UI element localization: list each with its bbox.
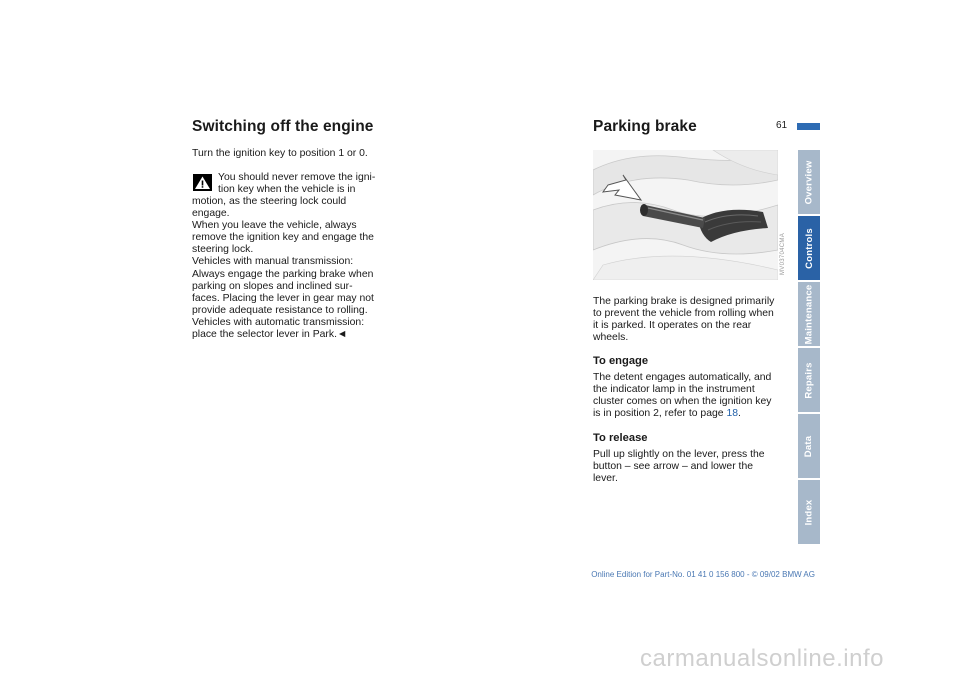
warning-rest: motion, as the steering lock could engage. When you leave the vehicle, always remove the ignition key and engage the steering lock. Vehicles with manual transmission: Always engage the parking brake when parking on slopes and inclined sur- faces. Placing the lever in gear may not provide adequate resistance to rolling. Vehicles with automatic transmission: place the selector lever in Park. bbox=[192, 196, 374, 341]
tab-repairs[interactable] bbox=[798, 348, 820, 412]
engage-body bbox=[593, 372, 793, 420]
tab-index-label: Index bbox=[803, 499, 815, 525]
warning-first-lines bbox=[218, 172, 393, 196]
tab-controls-label: Controls bbox=[803, 227, 815, 269]
release-text: Pull up slightly on the lever, press the button – see arrow – and lower the lever. bbox=[593, 449, 765, 485]
tab-maintenance[interactable] bbox=[798, 282, 820, 346]
tab-overview-label: Overview bbox=[803, 160, 815, 204]
tab-overview[interactable] bbox=[798, 150, 820, 214]
page-number: 61 bbox=[776, 120, 788, 131]
image-code: MV03704CMA bbox=[780, 232, 786, 275]
right-section-title: Parking brake bbox=[593, 118, 697, 135]
engage-text: The detent engages automatically, and the indicator lamp in the instrument cluster comes on when the ignition key is in position 2, refer to page bbox=[593, 372, 772, 420]
left-intro bbox=[192, 148, 392, 160]
end-mark: ◄ bbox=[336, 329, 348, 341]
tab-data-label: Data bbox=[803, 435, 815, 457]
warning-body bbox=[192, 196, 392, 341]
engage-period: . bbox=[738, 408, 741, 420]
engage-heading: To engage bbox=[593, 355, 649, 367]
release-heading: To release bbox=[593, 432, 648, 444]
page-number-bar bbox=[797, 123, 820, 130]
tab-controls[interactable] bbox=[798, 216, 820, 280]
warning-first-lines-text: You should never remove the igni- tion key when the vehicle is in bbox=[218, 172, 376, 196]
tab-data[interactable] bbox=[798, 414, 820, 478]
warning-triangle-icon bbox=[193, 174, 212, 191]
release-body bbox=[593, 449, 793, 485]
tab-repairs-label: Repairs bbox=[803, 361, 815, 399]
footer-edition: Online Edition for Part-No. 01 41 0 156 800 - © 09/02 BMW AG bbox=[591, 570, 815, 579]
right-intro bbox=[593, 296, 793, 344]
warning-rest-text bbox=[192, 196, 392, 341]
left-section-title: Switching off the engine bbox=[192, 118, 374, 135]
engage-text-para bbox=[593, 372, 793, 420]
watermark: carmanualsonline.info bbox=[640, 645, 884, 672]
tab-maintenance-label: Maintenance bbox=[803, 284, 815, 344]
page-18-link[interactable]: 18 bbox=[726, 408, 738, 420]
right-intro-text: The parking brake is designed primarily to prevent the vehicle from rolling when it is parked. It operates on the rear wheels. bbox=[593, 296, 775, 344]
parking-brake-illustration bbox=[593, 150, 778, 280]
tab-index[interactable] bbox=[798, 480, 820, 544]
left-intro-text: Turn the ignition key to position 1 or 0. bbox=[192, 148, 368, 159]
